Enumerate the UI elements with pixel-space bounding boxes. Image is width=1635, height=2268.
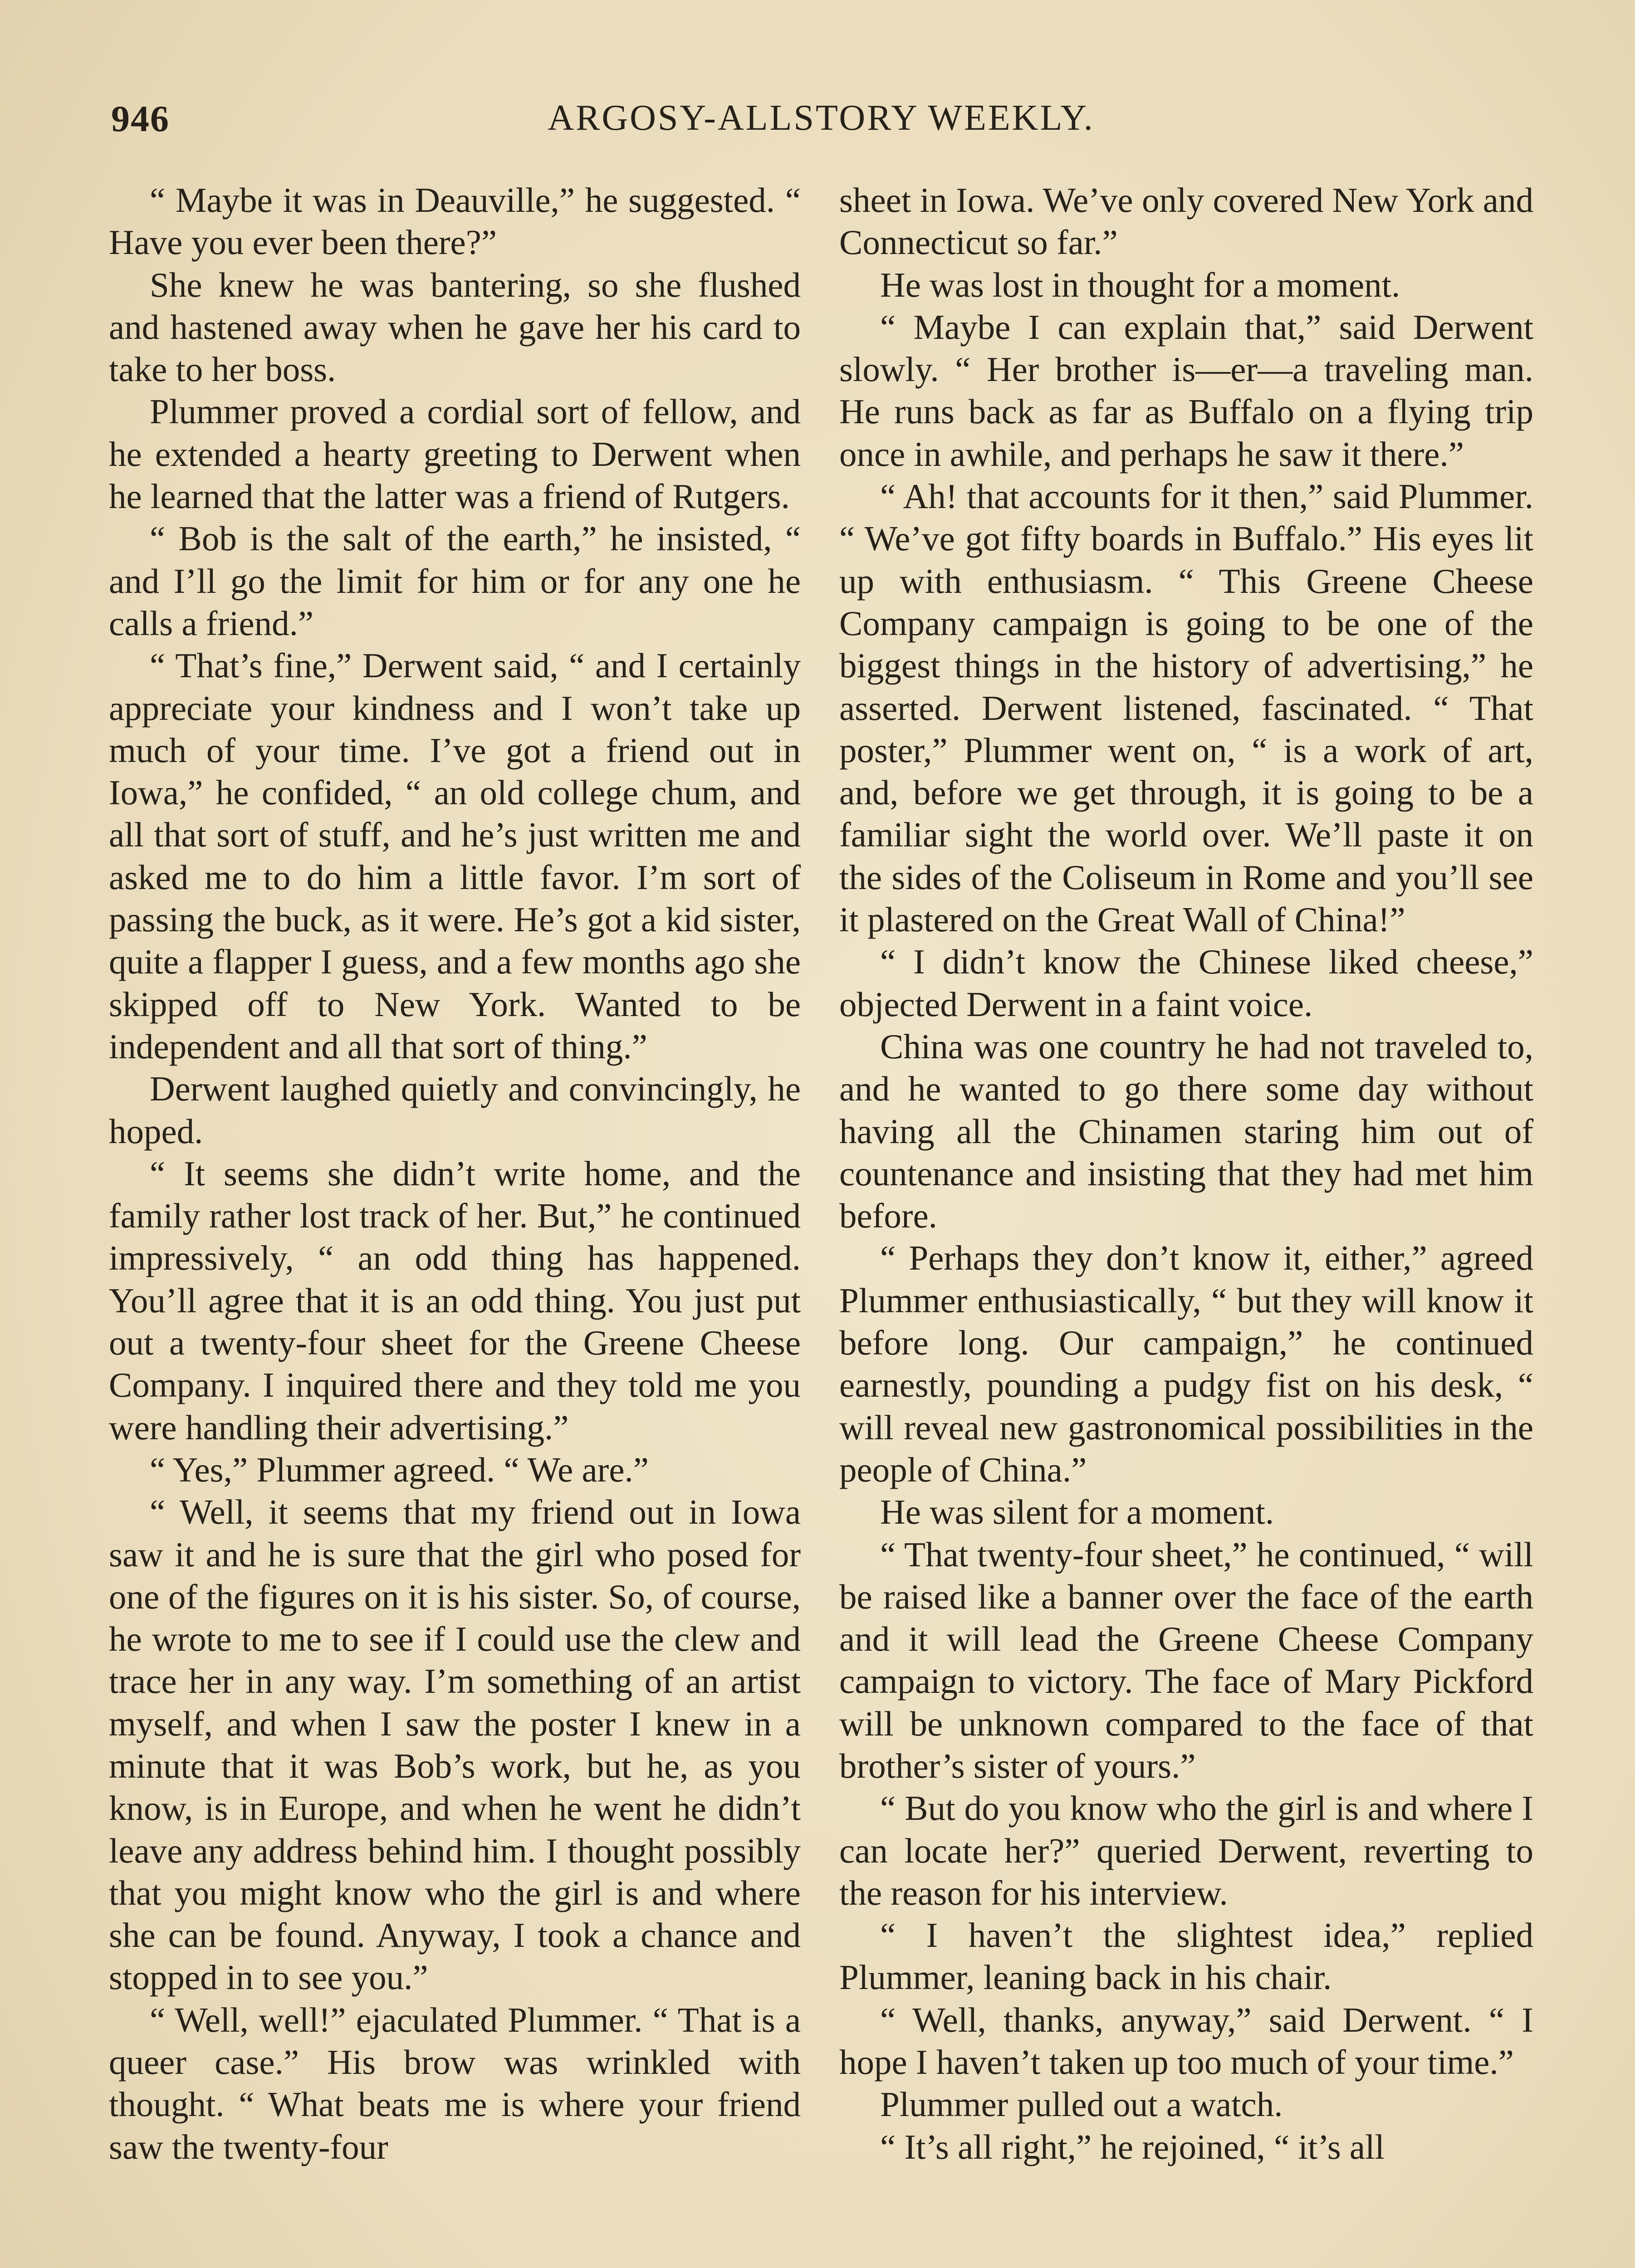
paragraph: “ Well, well!” ejaculated Plummer. “ That is a queer case.” His brow was wrinkled with thought. “ What beats me is where your friend saw the twenty-four (109, 2000, 801, 2166)
paragraph: “ Bob is the salt of the earth,” he insisted, “ and I’ll go the limit for him or for any one he calls a friend.” (109, 519, 801, 643)
paragraph: “ That twenty-four sheet,” he continued, “ will be raised like a banner over the face of the earth and it will lead the Greene Cheese Company campaign to victory. The face of Mary Pickford will be unknown compared to the face of that brother’s sister of yours.” (839, 1535, 1533, 1785)
paragraph: “ Ah! that accounts for it then,” said Plummer. “ We’ve got fifty boards in Buffalo.” His eyes lit up with enthusiasm. “ This Greene Cheese Company campaign is going to be one of the biggest things in the history of advertising,” he asserted. Derwent listened, fascinated. “ That poster,” Plummer went on, “ is a work of art, and, before we get through, it is going to be a familiar sight the world over. We’ll paste it on the sides of the Coliseum in Rome and you’ll see it plastered on the Great Wall of China!” (839, 477, 1533, 939)
paragraph: “ Maybe I can explain that,” said Derwent slowly. “ Her brother is—er—a traveling man. He runs back as far as Buffalo on a flying trip once in awhile, and perhaps he saw it there.” (839, 307, 1533, 474)
paragraph: He was silent for a moment. (880, 1492, 1274, 1532)
paragraph: Derwent laughed quietly and convincingly, he hoped. (109, 1069, 801, 1151)
paragraph: “ It’s all right,” he rejoined, “ it’s all (880, 2127, 1385, 2166)
paragraph: He was lost in thought for a moment. (880, 265, 1400, 304)
paragraph: “ It seems she didn’t write home, and the family rather lost track of her. But,” he continued impressively, “ an odd thing has happened. You’ll agree that it is an odd thing. You just put out a twenty-four sheet for the Greene Cheese Company. I inquired there and they told me you were handling their advertising.” (109, 1154, 801, 1447)
paragraph: “ But do you know who the girl is and where I can locate her?” queried Derwent, reverting to the reason for his interview. (839, 1789, 1533, 1912)
paragraph: Plummer pulled out a watch. (880, 2085, 1283, 2124)
right-column (839, 179, 1533, 2268)
paragraph: China was one country he had not traveled to, and he wanted to go there some day without having all the Chinamen staring him out of countenance and insisting that they had met him before. (839, 1026, 1533, 1236)
paragraph: “ Perhaps they don’t know it, either,” agreed Plummer enthusiastically, “ but they will know it before long. Our campaign,” he continued earnestly, pounding a pudgy fist on his desk, “ will reveal new gastronomical possibilities in the people of China.” (839, 1238, 1533, 1489)
paragraph: “ That’s fine,” Derwent said, “ and I certainly appreciate your kindness and I won’t take up much of your time. I’ve got a friend out in Iowa,” he confided, “ an old college chum, and all that sort of stuff, and he’s just written me and asked me to do him a little favor. I’m sort of passing the buck, as it were. He’s got a kid sister, quite a flapper I guess, and a few months ago she skipped off to New York. Wanted to be independent and all that sort of thing.” (109, 646, 801, 1066)
left-column (109, 179, 801, 2268)
page-header (111, 98, 1531, 147)
paragraph: She knew he was bantering, so she flushed and hastened away when he gave her his card to take to her boss. (109, 265, 801, 389)
paragraph: “ I didn’t know the Chinese liked cheese,” objected Derwent in a faint voice. (839, 942, 1533, 1024)
paragraph: “ Yes,” Plummer agreed. “ We are.” (150, 1450, 649, 1489)
paragraph-continued: sheet in Iowa. We’ve only covered New York and Connecticut so far.” (839, 181, 1533, 262)
paragraph: “ Well, it seems that my friend out in Iowa saw it and he is sure that the girl who posed for one of the figures on it is his sister. So, of course, he wrote to me to see if I could use the clew and trace her in any way. I’m something of an artist myself, and when I saw the poster I knew in a minute that it was Bob’s work, but he, as you know, is in Europe, and when he went he didn’t leave any address behind him. I thought possibly that you might know who the girl is and where she can be found. Anyway, I took a chance and stopped in to see you.” (109, 1492, 801, 1997)
paragraph: Plummer proved a cordial sort of fellow, and he extended a hearty greeting to Derwent when he learned that the latter was a friend of Rutgers. (109, 392, 801, 516)
paragraph: “ Maybe it was in Deauville,” he suggested. “ Have you ever been there?” (109, 181, 801, 262)
paragraph: “ Well, thanks, anyway,” said Derwent. “ I hope I haven’t taken up too much of your time.” (839, 2000, 1533, 2082)
paragraph: “ I haven’t the slightest idea,” replied Plummer, leaning back in his chair. (839, 1916, 1533, 1997)
page-number: 946 (111, 98, 170, 139)
running-title: ARGOSY-ALLSTORY WEEKLY. (548, 98, 1095, 138)
